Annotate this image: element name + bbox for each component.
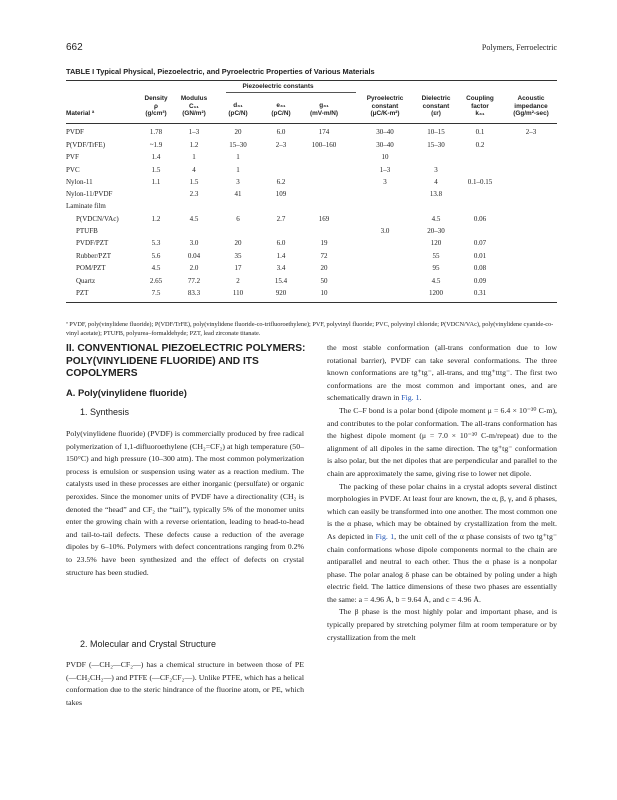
conformation-paragraph <box>327 342 557 405</box>
value-cell: 3.0 <box>380 227 390 235</box>
value-cell: 4.5 <box>431 277 441 285</box>
value-cell: 2–3 <box>275 141 287 149</box>
para-text: , the unit cell of the α phase consists of two tg⁺tg⁻ chain conformations whose dipole components normal to the chain are antiparallel and neutral to each other. Thus the α phase is a nonpolar phase. The polar analog δ phase can be obtained by poling under a high electric field. The lattice dimensions of these two phases are essentially the same: a = 4.96 Å, b = 9.64 Å, and c = 4.96 Å. <box>327 531 557 604</box>
value-cell: 5.3 <box>151 239 161 247</box>
para-text: . <box>419 393 422 403</box>
structure-paragraph <box>66 659 304 709</box>
value-cell: 4 <box>192 166 196 174</box>
value-cell: 20 <box>234 128 242 136</box>
value-cell: 3 <box>383 178 387 186</box>
table-row <box>66 128 557 140</box>
value-cell: 0.01 <box>473 252 487 260</box>
material-cell: Laminate film <box>66 202 106 210</box>
value-cell: 20–30 <box>427 227 445 235</box>
material-cell: Quartz <box>76 277 96 285</box>
value-cell: ~1.9 <box>149 141 163 149</box>
table-row <box>66 215 557 227</box>
material-cell: PTUFB <box>76 227 98 235</box>
value-cell: 1 <box>236 153 240 161</box>
value-cell: 6.0 <box>276 128 286 136</box>
value-cell: 0.06 <box>473 215 487 223</box>
material-cell: P(VDCN/VAc) <box>76 215 119 223</box>
column-header: g₃₁ (mV-m/N) <box>309 102 339 117</box>
table-row <box>66 202 557 214</box>
value-cell: 95 <box>432 264 440 272</box>
column-header: Coupling factor k₃₁ <box>466 95 494 118</box>
value-cell: 1 <box>192 153 196 161</box>
section-heading: II. CONVENTIONAL PIEZOELECTRIC POLYMERS: POLY(VINYLIDENE FLUORIDE) AND ITS COPOLYMERS <box>66 343 306 379</box>
value-cell: 3.4 <box>276 264 286 272</box>
value-cell: 1.5 <box>151 166 161 174</box>
value-cell: 19 <box>320 239 328 247</box>
value-cell: 1.2 <box>151 215 161 223</box>
value-cell: 1.1 <box>151 178 161 186</box>
para-text: the most stable conformation (all-trans conformation due to low rotational barrier), PVDF can take several conformations. The three known conformations are tg⁺tg⁻, all-trans, and tttg⁺tttg⁻. The first two conformations are the most common and important ones, and are schematically drawn in <box>327 343 557 403</box>
value-cell: 174 <box>318 128 330 136</box>
column-header-material: Material ª <box>66 110 95 117</box>
running-title: Polymers, Ferroelectric <box>481 43 557 52</box>
value-cell: 41 <box>234 190 242 198</box>
para-text: PVDF (—CH₂—CF₂—) has a chemical structure in between those of PE (—CH₂CH₂—) and PTFE (—CF₂CF₂—). Unlike PTFE, which has a helical conformation due to the steric hindrance of the fluorine atom, or PE, which takes <box>66 660 304 707</box>
group-rule <box>226 92 356 93</box>
value-cell: 30–40 <box>376 141 394 149</box>
value-cell: 15–30 <box>427 141 445 149</box>
column-header: Pyroelectric constant (μC/K-m²) <box>366 95 404 118</box>
group-header: Piezoelectric constants <box>242 83 314 90</box>
table-caption: TABLE I Typical Physical, Piezoelectric, and Pyroelectric Properties of Various Materials <box>66 67 375 76</box>
material-cell: PVDF/PZT <box>76 239 109 247</box>
value-cell: 4.5 <box>189 215 199 223</box>
material-cell: PVF <box>66 153 79 161</box>
value-cell: 110 <box>232 289 244 297</box>
value-cell: 2.7 <box>276 215 286 223</box>
table-row <box>66 141 557 153</box>
value-cell: 10–15 <box>427 128 445 136</box>
table-row <box>66 252 557 264</box>
right-column <box>327 342 557 644</box>
fig-link[interactable]: Fig. 1 <box>401 393 420 403</box>
value-cell: 0.07 <box>473 239 487 247</box>
table-row <box>66 190 557 202</box>
value-cell: 1.78 <box>149 128 163 136</box>
value-cell: 2.65 <box>149 277 163 285</box>
value-cell: 109 <box>275 190 287 198</box>
fig-link[interactable]: Fig. 1 <box>375 531 395 541</box>
material-cell: PVDF <box>66 128 84 136</box>
table-row <box>66 277 557 289</box>
material-cell: P(VDF/TrFE) <box>66 141 106 149</box>
value-cell: 3 <box>236 178 240 186</box>
subsection-heading: A. Poly(vinylidene fluoride) <box>66 387 187 398</box>
value-cell: 0.09 <box>473 277 487 285</box>
para-text: Poly(vinylidene fluoride) (PVDF) is commercially produced by free radical polymerization of 1,1-difluoroethylene (CH₂=CF₂) at high temperature (50–150°C) and high pressure (10–300 atm). The most common polymerization process is emulsion or suspension using water as a reaction medium. The catalysts used in these processes are either inorganic (persulfate) or organic peroxides. Since the monomer units of PVDF have a directionality (CH₂ is denoted the “head” and CF₂ the “tail”), typically 5% of the monomer units enter the growing chain with a reverse orientation, leading to head-to-head and tail-to-tail defects. These defects cause a reduction of the average dipoles by 6–10%. Polymers with defect concentrations ranging from 0.2% to 23.5% have been synthesized and the effect of defects on crystal structure has been studied. <box>66 429 304 577</box>
value-cell: 4.5 <box>151 264 161 272</box>
value-cell: 1200 <box>429 289 443 297</box>
value-cell: 20 <box>320 264 328 272</box>
material-cell: Nylon-11 <box>66 178 93 186</box>
value-cell: 169 <box>318 215 330 223</box>
packing-paragraph <box>327 481 557 607</box>
value-cell: 2 <box>236 277 240 285</box>
value-cell: 1.4 <box>276 252 286 260</box>
column-header: Modulus C₁₁ (GN/m²) <box>180 95 208 118</box>
value-cell: 13.8 <box>429 190 443 198</box>
value-cell: 4.5 <box>431 215 441 223</box>
material-cell: PVC <box>66 166 80 174</box>
subsubsection-synthesis: 1. Synthesis <box>80 407 130 417</box>
value-cell: 1 <box>236 166 240 174</box>
value-cell: 1.4 <box>151 153 161 161</box>
table-bottom-rule <box>66 302 557 303</box>
beta-phase-paragraph: The β phase is the most highly polar and important phase, and is typically prepared by stretching polymer film at room temperature or by crystallization from the melt <box>327 607 557 642</box>
value-cell: 6.0 <box>276 239 286 247</box>
table-top-rule <box>66 80 557 81</box>
value-cell: 1.2 <box>189 141 199 149</box>
value-cell: 3.0 <box>189 239 199 247</box>
value-cell: 0.31 <box>473 289 487 297</box>
value-cell: 35 <box>234 252 242 260</box>
value-cell: 83.3 <box>187 289 201 297</box>
value-cell: 2.0 <box>189 264 199 272</box>
value-cell: 15–30 <box>229 141 247 149</box>
synthesis-paragraph <box>66 428 304 579</box>
value-cell: 77.2 <box>187 277 201 285</box>
column-header: e₃₁ (pC/N) <box>271 102 291 117</box>
value-cell: 120 <box>430 239 442 247</box>
table-row <box>66 264 557 276</box>
material-cell: POM/PZT <box>76 264 106 272</box>
value-cell: 72 <box>320 252 328 260</box>
subsubsection-structure: 2. Molecular and Crystal Structure <box>80 639 217 649</box>
value-cell: 1–3 <box>188 128 200 136</box>
value-cell: 1–3 <box>379 166 391 174</box>
table-header-rule <box>66 123 557 124</box>
value-cell: 0.2 <box>475 141 485 149</box>
value-cell: 1.5 <box>189 178 199 186</box>
value-cell: 10 <box>320 289 328 297</box>
value-cell: 0.1 <box>475 128 485 136</box>
value-cell: 100–160 <box>311 141 337 149</box>
material-cell: Rubber/PZT <box>76 252 111 260</box>
value-cell: 2.3 <box>189 190 199 198</box>
table-row <box>66 239 557 251</box>
value-cell: 920 <box>275 289 287 297</box>
value-cell: 50 <box>320 277 328 285</box>
table-row <box>66 153 557 165</box>
value-cell: 0.08 <box>473 264 487 272</box>
material-cell: PZT <box>76 289 89 297</box>
table-row <box>66 289 557 301</box>
value-cell: 17 <box>234 264 242 272</box>
column-header: Acoustic impedance (Gg/m²-sec) <box>513 95 549 118</box>
column-header: Dielectric constant (εr) <box>421 95 451 118</box>
value-cell: 55 <box>432 252 440 260</box>
value-cell: 6 <box>236 215 240 223</box>
value-cell: 2–3 <box>525 128 537 136</box>
material-cell: Nylon-11/PVDF <box>66 190 113 198</box>
table-row <box>66 166 557 178</box>
value-cell: 0.04 <box>187 252 201 260</box>
column-header: d₃₁ (pC/N) <box>228 102 248 117</box>
value-cell: 30–40 <box>376 128 394 136</box>
table-row <box>66 227 557 239</box>
value-cell: 6.2 <box>276 178 286 186</box>
value-cell: 20 <box>234 239 242 247</box>
value-cell: 10 <box>381 153 389 161</box>
column-header: Density ρ (g/cm³) <box>144 95 168 118</box>
dipole-paragraph: The C–F bond is a polar bond (dipole moment μ = 6.4 × 10⁻³⁰ C-m), and contributes to the polar conformation. The all-trans conformation has the highest dipole moment (μ = 7.0 × 10⁻³⁰ C-m/repeat) due to the alignment of all dipoles in the same direction. The tg⁺tg⁻ conformation is also polar, but the net dipoles that are perpendicular and parallel to the chain are approximately the same, giving rise to lower net dipole. <box>327 405 557 478</box>
value-cell: 5.6 <box>151 252 161 260</box>
para-text: The packing of these polar chains in a crystal adopts several distinct morphologies in PVDF. At least four are known, the α, β, γ, and δ phases, which can easily be transformed into one another. The most common one is the α phase, which may be obtained by crystallization from the melt. As depicted in <box>327 481 557 541</box>
value-cell: 4 <box>434 178 438 186</box>
page-number: 662 <box>66 42 83 53</box>
table-footnote: ª PVDF, poly(vinylidene fluoride); P(VDF/TrFE), poly(vinylidene fluoride-co-trifluoroethylene); PVF, polyvinyl fluoride; PVC, polyvinyl chloride; P(VDCN/VAc), poly(vinylidene cyanide-co-vinyl acetate); PTUFB, polyurea–formaldehyde; PZT, lead zirconate titanate. <box>66 321 554 337</box>
value-cell: 3 <box>434 166 438 174</box>
value-cell: 7.5 <box>151 289 161 297</box>
value-cell: 0.1–0.15 <box>467 178 493 186</box>
table-row <box>66 178 557 190</box>
value-cell: 15.4 <box>274 277 288 285</box>
